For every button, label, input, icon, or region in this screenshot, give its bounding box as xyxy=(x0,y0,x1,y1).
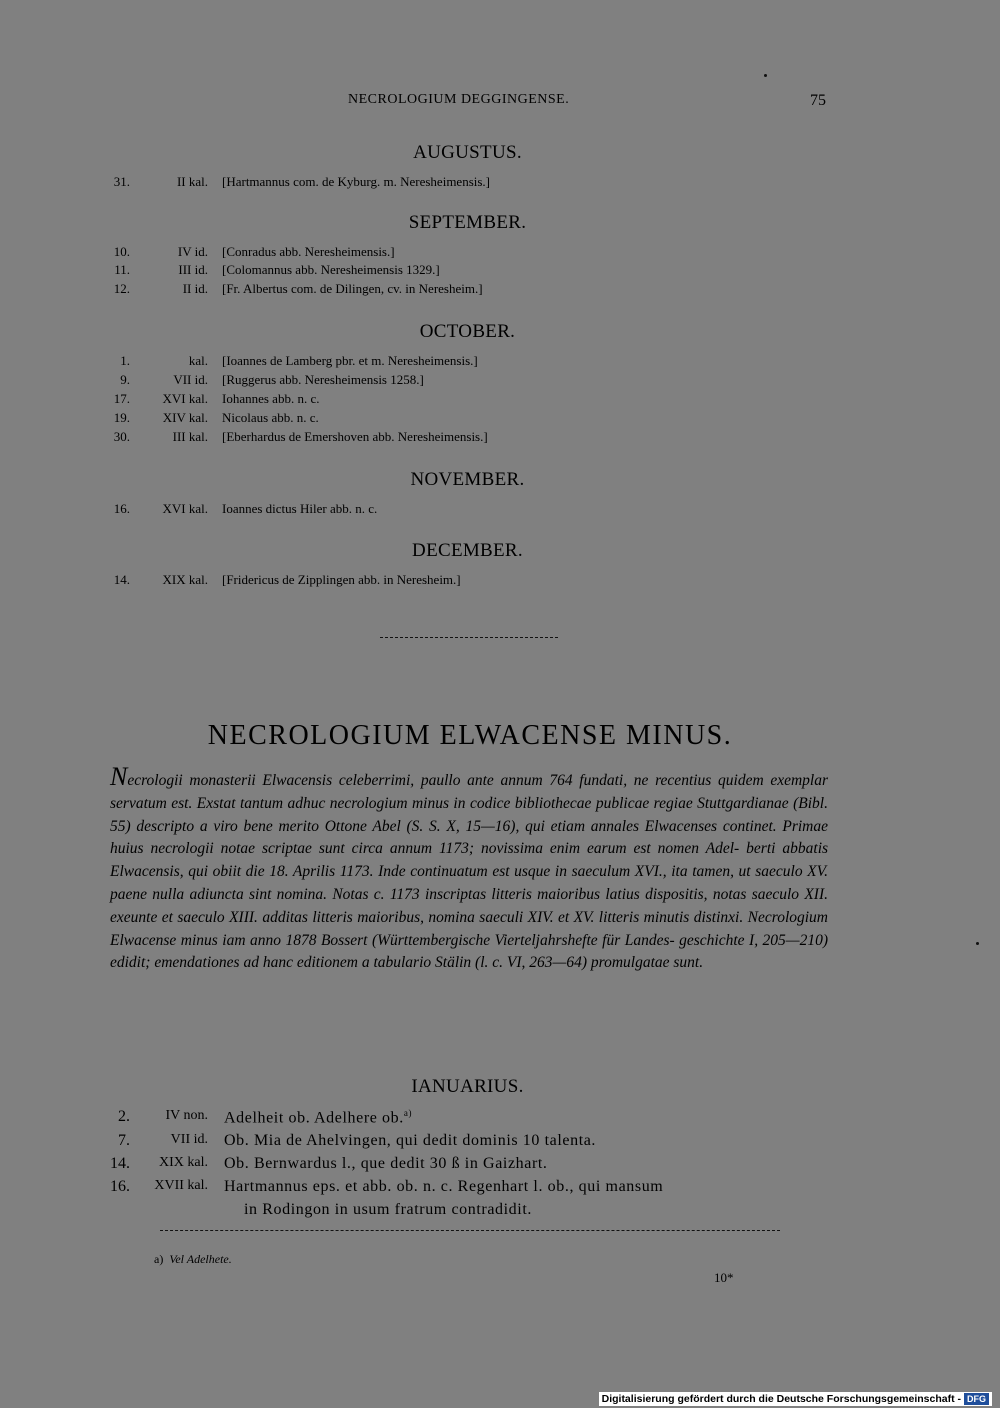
entry-kal: II kal. xyxy=(176,174,208,189)
entry-text xyxy=(224,1108,412,1127)
dfg-logo-icon: DFG xyxy=(964,1393,989,1405)
entry-day: 10. xyxy=(113,244,130,259)
entry-day: 2. xyxy=(118,1108,130,1125)
dfg-text: Digitalisierung gefördert durch die Deutsche Forschungsgemeinschaft - xyxy=(601,1393,961,1405)
entry-day: 14. xyxy=(113,572,130,587)
entry-text: Ioannes dictus Hiler abb. n. c. xyxy=(222,501,378,516)
intro-line: geschichte I, 205—210) edidit; emendationes ad hanc editionem a tabulario Stälin (l. c. xyxy=(110,931,828,972)
entry-day: 14. xyxy=(110,1155,130,1172)
month-heading-ianuarius: IANUARIUS. xyxy=(411,1076,524,1097)
entry-text: [Eberhardus de Emershoven abb. Neresheimensis.] xyxy=(222,429,488,444)
entry-day: 1. xyxy=(120,353,130,368)
section-title: NECROLOGIUM ELWACENSE MINUS. xyxy=(207,720,733,751)
entry-text: [Ruggerus abb. Neresheimensis 1258.] xyxy=(222,372,424,387)
footnote xyxy=(154,1252,232,1267)
footnote-reference: a) xyxy=(403,1108,413,1118)
entry-day: 30. xyxy=(113,429,130,444)
footnote-text: Vel Adelhete. xyxy=(169,1252,232,1266)
intro-line: additas litteris maioribus, nomina saeculi XIV. et XV. litteris minutis distinxi. Necrologium xyxy=(262,908,828,926)
printer-signature: 10* xyxy=(714,1270,734,1285)
entry-kal: XIX kal. xyxy=(159,1155,208,1170)
entry-text: [Hartmannus com. de Kyburg. m. Neresheimensis.] xyxy=(222,174,491,189)
intro-line: inscriptas litteris maioribus latius dispositis, notas saeculo XII. exeunte et saeculo XIII. xyxy=(110,885,828,926)
entry-day: 16. xyxy=(113,501,130,516)
month-heading-september: SEPTEMBER. xyxy=(408,212,527,233)
entry-text-main: Adelheit ob. Adelhere ob. xyxy=(224,1109,404,1127)
entry-kal: kal. xyxy=(188,353,208,368)
entry-day: 11. xyxy=(114,262,130,277)
entry-day: 17. xyxy=(113,391,130,406)
entry-kal: IV non. xyxy=(165,1108,208,1123)
page-number: 75 xyxy=(810,92,826,109)
intro-line: berti abbatis Elwacensis, qui obiit die 18. Aprilis 1173. Inde continuatum est usque in xyxy=(110,840,829,881)
running-head xyxy=(0,92,1000,114)
entry-text: Ob. Mia de Ahelvingen, qui dedit dominis 10 talenta. xyxy=(224,1132,597,1149)
entry-text: [Conradus abb. Neresheimensis.] xyxy=(222,244,395,259)
entry-text: [Fr. Albertus com. de Dilingen, cv. in Neresheim.] xyxy=(222,281,483,296)
entry-kal: XVI kal. xyxy=(162,501,208,516)
running-title: NECROLOGIUM DEGGINGENSE. xyxy=(348,92,570,107)
section-divider xyxy=(380,637,558,638)
entry-kal: III id. xyxy=(178,262,208,277)
intro-line: ecrologii monasterii Elwacensis celeberrimi, paullo ante annum 764 fundati, ne xyxy=(127,772,649,789)
entry-kal: VII id. xyxy=(173,372,208,387)
stray-ink-mark xyxy=(976,942,979,945)
entry-kal: XIV kal. xyxy=(162,410,208,425)
entry-kal: VII id. xyxy=(170,1132,208,1147)
month-heading-november: NOVEMBER. xyxy=(410,469,525,490)
entry-text: [Ioannes de Lamberg pbr. et m. Neresheimensis.] xyxy=(222,353,478,368)
entry-day: 16. xyxy=(110,1178,130,1195)
intro-paragraph xyxy=(110,762,829,975)
entry-text: [Colomannus abb. Neresheimensis 1329.] xyxy=(222,262,440,277)
month-heading-augustus: AUGUSTUS. xyxy=(413,142,522,163)
intro-line: recentius quidem exemplar servatum est. Exstat tantum adhuc necrologium minus in xyxy=(110,772,828,812)
entry-kal: XVI kal. xyxy=(162,391,208,406)
intro-line: necrologii notae scriptae sunt circa annum 1173; novissima enim earum est nomen Adel- xyxy=(150,840,740,858)
entry-day: 19. xyxy=(113,410,130,425)
intro-line: Elwacense minus iam anno 1878 Bossert (Württembergische Vierteljahrshefte für Landes- xyxy=(110,931,675,949)
entry-kal: XIX kal. xyxy=(162,572,208,587)
entry-text: Ob. Bernwardus l., que dedit 30 ß in Gaizhart. xyxy=(224,1155,548,1172)
entry-day: 9. xyxy=(120,372,130,387)
intro-line: codice bibliothecae publicae regiae Stuttgardianae (Bibl. 55) descripto a viro bene merito xyxy=(110,794,828,835)
intro-line: VI, 263—64) promulgatae sunt. xyxy=(506,954,704,972)
entry-kal: II id. xyxy=(182,281,208,296)
entry-day: 31. xyxy=(113,174,130,189)
intro-line: Ottone Abel (S. S. X, 15—16), qui etiam annales Elwacenses continet. Primae huius xyxy=(110,817,829,858)
footnote-mark: a) xyxy=(154,1252,164,1266)
month-heading-october: OCTOBER. xyxy=(419,321,516,342)
entry-kal: III kal. xyxy=(172,429,208,444)
entry-text: Iohannes abb. n. c. xyxy=(222,391,320,406)
entry-kal: IV id. xyxy=(177,244,208,259)
entry-text: Hartmannus eps. et abb. ob. n. c. Regenhart l. ob., qui mansum xyxy=(224,1178,664,1195)
month-heading-december: DECEMBER. xyxy=(412,540,523,561)
intro-initial: N xyxy=(110,762,128,791)
dfg-banner xyxy=(599,1392,992,1406)
intro-line: saeculum XVI., ita tamen, ut saeculo XV. paene nulla adiuncta sint nomina. Notas c. 1173 xyxy=(110,863,828,903)
stray-ink-mark xyxy=(764,74,767,77)
entry-text: [Fridericus de Zipplingen abb. in Neresheim.] xyxy=(222,572,461,587)
entry-day: 12. xyxy=(113,281,130,296)
entry-day: 7. xyxy=(118,1132,130,1149)
entry-text-continuation: in Rodingon in usum fratrum contradidit. xyxy=(244,1201,532,1218)
footnote-divider xyxy=(160,1230,780,1231)
entry-kal: XVII kal. xyxy=(154,1178,208,1193)
entry-text: Nicolaus abb. n. c. xyxy=(222,410,319,425)
